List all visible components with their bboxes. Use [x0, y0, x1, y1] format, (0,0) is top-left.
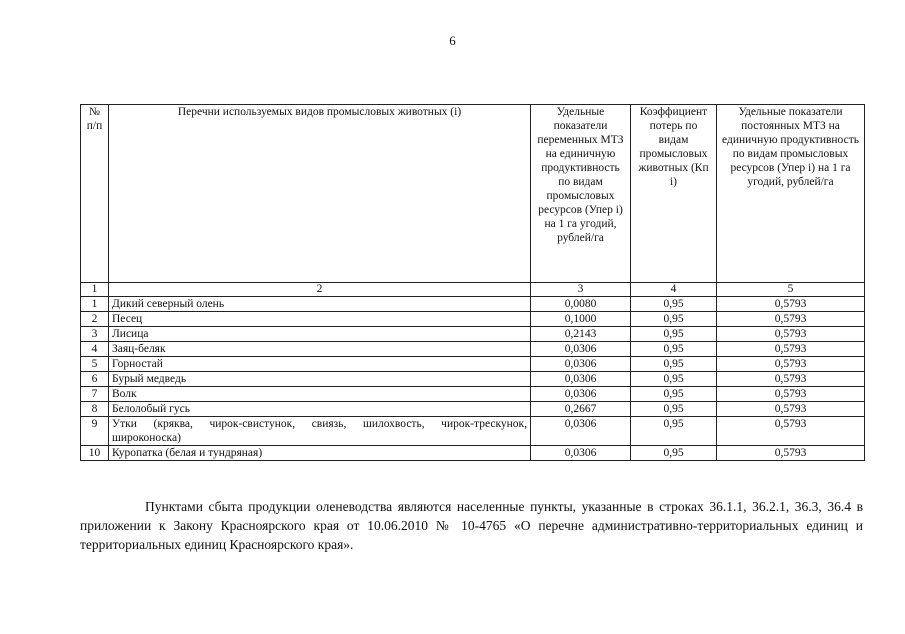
table-row — [81, 417, 865, 446]
loss-coefficient-value: 0,95 — [631, 312, 717, 327]
fixed-cost-value: 0,5793 — [717, 357, 865, 372]
table-row — [81, 446, 865, 461]
species-name: Лисица — [109, 327, 531, 342]
row-number: 5 — [81, 357, 109, 372]
table-row — [81, 342, 865, 357]
table-row — [81, 387, 865, 402]
row-number: 10 — [81, 446, 109, 461]
loss-coefficient-value: 0,95 — [631, 357, 717, 372]
variable-cost-value: 0,0306 — [531, 446, 631, 461]
loss-coefficient-value: 0,95 — [631, 372, 717, 387]
row-number: 9 — [81, 417, 109, 446]
header-loss-coefficient: Коэффициент потерь по видам промысловых животных (Кп i) — [631, 105, 717, 283]
loss-coefficient-value: 0,95 — [631, 446, 717, 461]
footnote-paragraph: Пунктами сбыта продукции оленеводства являются населенные пункты, указанные в строках 36.1.1, 36.2.1, 36.3, 36.4 в приложении к Закону Красноярского края от 10.06.2010 № 10-4765 «О перечне административно-территориальных единиц и территориальных единиц Красноярского края». — [80, 498, 863, 552]
species-name: Песец — [109, 312, 531, 327]
fixed-cost-value: 0,5793 — [717, 342, 865, 357]
header-variable-costs: Удельные показатели переменных МТЗ на единичную продуктивность по видам промысловых ресурсов (Упер i) на 1 га угодий, рублей/га — [531, 105, 631, 283]
page-number: 6 — [449, 33, 456, 48]
fixed-cost-value: 0,5793 — [717, 297, 865, 312]
header-number: № п/п — [81, 105, 109, 283]
variable-cost-value: 0,0306 — [531, 417, 631, 446]
loss-coefficient-value: 0,95 — [631, 342, 717, 357]
fixed-cost-value: 0,5793 — [717, 446, 865, 461]
species-name: Горностай — [109, 357, 531, 372]
row-number: 7 — [81, 387, 109, 402]
table-row — [81, 357, 865, 372]
fixed-cost-value: 0,5793 — [717, 372, 865, 387]
table-row — [81, 327, 865, 342]
row-number: 3 — [81, 327, 109, 342]
variable-cost-value: 0,0306 — [531, 387, 631, 402]
header-fixed-costs: Удельные показатели постоянных МТЗ на единичную продуктивность по видам промысловых ресурсов (Упер i) на 1 га угодий, рублей/га — [717, 105, 865, 283]
variable-cost-value: 0,0306 — [531, 372, 631, 387]
species-name: Волк — [109, 387, 531, 402]
table-row — [81, 297, 865, 312]
species-name: Куропатка (белая и тундряная) — [109, 446, 531, 461]
loss-coefficient-value: 0,95 — [631, 402, 717, 417]
species-name: Утки (кряква, чирок-свистунок, свиязь, шилохвость, чирок-трескунок, широконоска) — [109, 417, 531, 446]
column-number: 3 — [531, 283, 631, 297]
column-number: 4 — [631, 283, 717, 297]
column-number: 5 — [717, 283, 865, 297]
table-header-row — [81, 105, 865, 283]
variable-cost-value: 0,0306 — [531, 342, 631, 357]
column-number: 2 — [109, 283, 531, 297]
species-name: Заяц-беляк — [109, 342, 531, 357]
loss-coefficient-value: 0,95 — [631, 387, 717, 402]
data-table — [80, 104, 865, 461]
loss-coefficient-value: 0,95 — [631, 297, 717, 312]
row-number: 8 — [81, 402, 109, 417]
fixed-cost-value: 0,5793 — [717, 327, 865, 342]
loss-coefficient-value: 0,95 — [631, 417, 717, 446]
row-number: 1 — [81, 297, 109, 312]
species-name: Бурый медведь — [109, 372, 531, 387]
row-number: 2 — [81, 312, 109, 327]
fixed-cost-value: 0,5793 — [717, 402, 865, 417]
row-number: 6 — [81, 372, 109, 387]
row-number: 4 — [81, 342, 109, 357]
variable-cost-value: 0,2143 — [531, 327, 631, 342]
fixed-cost-value: 0,5793 — [717, 312, 865, 327]
column-number-row — [81, 283, 865, 297]
variable-cost-value: 0,0080 — [531, 297, 631, 312]
variable-cost-value: 0,1000 — [531, 312, 631, 327]
fixed-cost-value: 0,5793 — [717, 417, 865, 446]
header-species: Перечни используемых видов промысловых животных (i) — [109, 105, 531, 283]
variable-cost-value: 0,0306 — [531, 357, 631, 372]
loss-coefficient-value: 0,95 — [631, 327, 717, 342]
species-name: Дикий северный олень — [109, 297, 531, 312]
table-row — [81, 372, 865, 387]
variable-cost-value: 0,2667 — [531, 402, 631, 417]
column-number: 1 — [81, 283, 109, 297]
table-row — [81, 402, 865, 417]
species-name: Белолобый гусь — [109, 402, 531, 417]
table-row — [81, 312, 865, 327]
fixed-cost-value: 0,5793 — [717, 387, 865, 402]
